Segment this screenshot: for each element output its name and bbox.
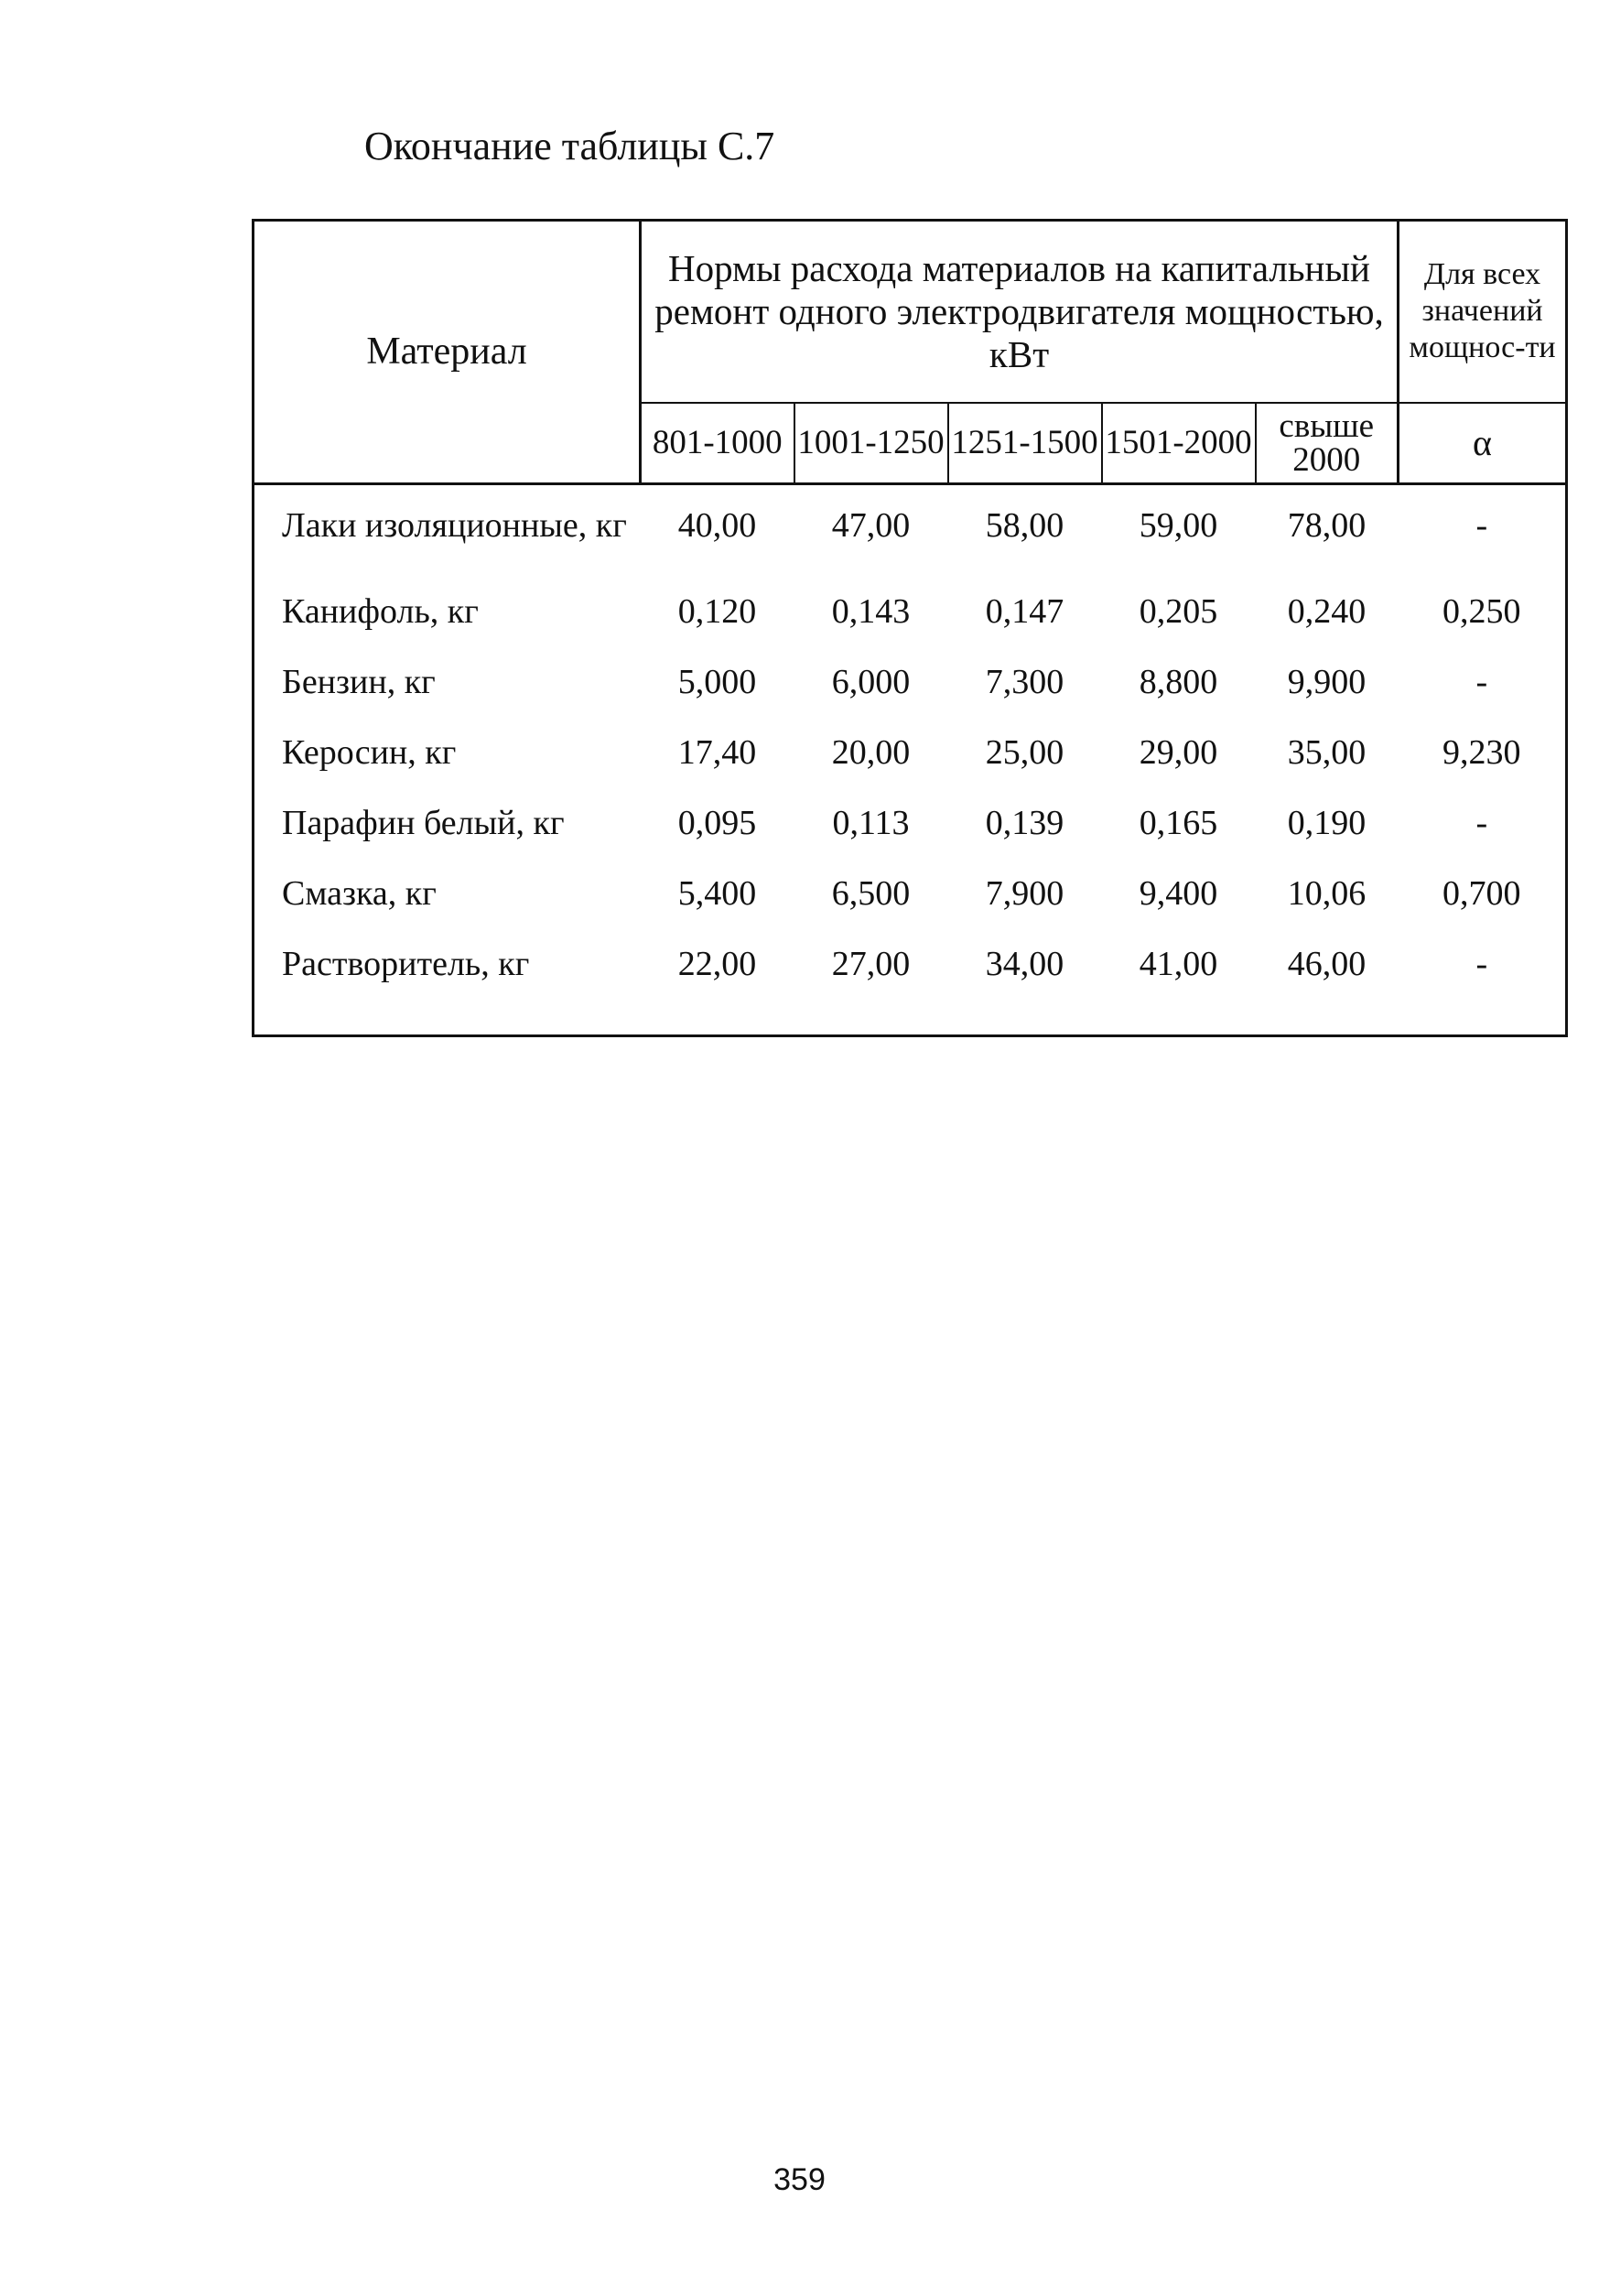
norm-value: 47,00 <box>831 506 911 545</box>
header-range-5: свыше 2000 <box>1256 403 1399 484</box>
norm-value: 7,900 <box>985 874 1064 913</box>
alpha-value: - <box>1475 663 1488 701</box>
header-range-2: 1001-1250 <box>794 403 948 484</box>
table-row <box>254 946 1567 1016</box>
page-number: 359 <box>773 2162 826 2197</box>
table-row <box>254 875 1567 946</box>
norm-value: 6,500 <box>831 874 911 913</box>
alpha-value: 0,250 <box>1442 592 1521 631</box>
header-range-3: 1251-1500 <box>948 403 1102 484</box>
norm-value: 8,800 <box>1139 663 1218 701</box>
table-caption: Окончание таблицы С.7 <box>364 124 775 168</box>
norm-value: 5,000 <box>677 663 757 701</box>
norm-value: 34,00 <box>985 945 1064 983</box>
table-row <box>254 805 1567 875</box>
norm-value: 25,00 <box>985 733 1064 772</box>
material-name: Канифоль, кг <box>282 592 479 631</box>
material-name: Лаки изоляционные, кг <box>282 506 627 545</box>
alpha-value: - <box>1475 945 1488 983</box>
norm-value: 6,000 <box>831 663 911 701</box>
header-norms-group: Нормы расхода материалов на капитальный ремонт одного электродвигателя мощностью, кВт <box>641 221 1399 403</box>
header-alpha: α <box>1399 403 1567 484</box>
material-name: Смазка, кг <box>282 874 437 913</box>
norm-value: 0,113 <box>832 804 910 842</box>
norm-value: 0,143 <box>831 592 911 631</box>
table-row <box>254 507 1567 593</box>
norm-value: 0,165 <box>1139 804 1218 842</box>
table-row <box>254 593 1567 664</box>
norm-value: 5,400 <box>677 874 757 913</box>
materials-norms-table <box>252 219 1568 1037</box>
norm-value: 0,190 <box>1287 804 1367 842</box>
table-row <box>254 664 1567 734</box>
norm-value: 35,00 <box>1287 733 1367 772</box>
alpha-value: - <box>1475 804 1488 842</box>
norm-value: 41,00 <box>1139 945 1218 983</box>
material-name: Керосин, кг <box>282 733 457 772</box>
header-range-1: 801-1000 <box>641 403 794 484</box>
alpha-value: 0,700 <box>1442 874 1521 913</box>
norm-value: 17,40 <box>677 733 757 772</box>
alpha-value: - <box>1475 506 1488 545</box>
alpha-value: 9,230 <box>1442 733 1521 772</box>
header-material: Материал <box>254 221 641 484</box>
header-all-power-values: Для всех значений мощнос-ти <box>1399 221 1567 403</box>
norm-value: 58,00 <box>985 506 1064 545</box>
norm-value: 0,095 <box>677 804 757 842</box>
table-body <box>254 507 1567 1016</box>
norm-value: 20,00 <box>831 733 911 772</box>
material-name: Парафин белый, кг <box>282 804 565 842</box>
header-range-4: 1501-2000 <box>1102 403 1256 484</box>
material-name: Растворитель, кг <box>282 945 530 983</box>
norm-value: 46,00 <box>1287 945 1367 983</box>
norm-value: 27,00 <box>831 945 911 983</box>
norm-value: 22,00 <box>677 945 757 983</box>
norm-value: 7,300 <box>985 663 1064 701</box>
norm-value: 78,00 <box>1287 506 1367 545</box>
norm-value: 0,147 <box>985 592 1064 631</box>
norm-value: 40,00 <box>677 506 757 545</box>
norm-value: 0,205 <box>1139 592 1218 631</box>
norm-value: 59,00 <box>1139 506 1218 545</box>
norm-value: 0,240 <box>1287 592 1367 631</box>
norm-value: 0,139 <box>985 804 1064 842</box>
table-row <box>254 734 1567 805</box>
norm-value: 10,06 <box>1287 874 1367 913</box>
material-name: Бензин, кг <box>282 663 436 701</box>
norm-value: 9,400 <box>1139 874 1218 913</box>
norm-value: 9,900 <box>1287 663 1367 701</box>
norm-value: 29,00 <box>1139 733 1218 772</box>
norm-value: 0,120 <box>677 592 757 631</box>
